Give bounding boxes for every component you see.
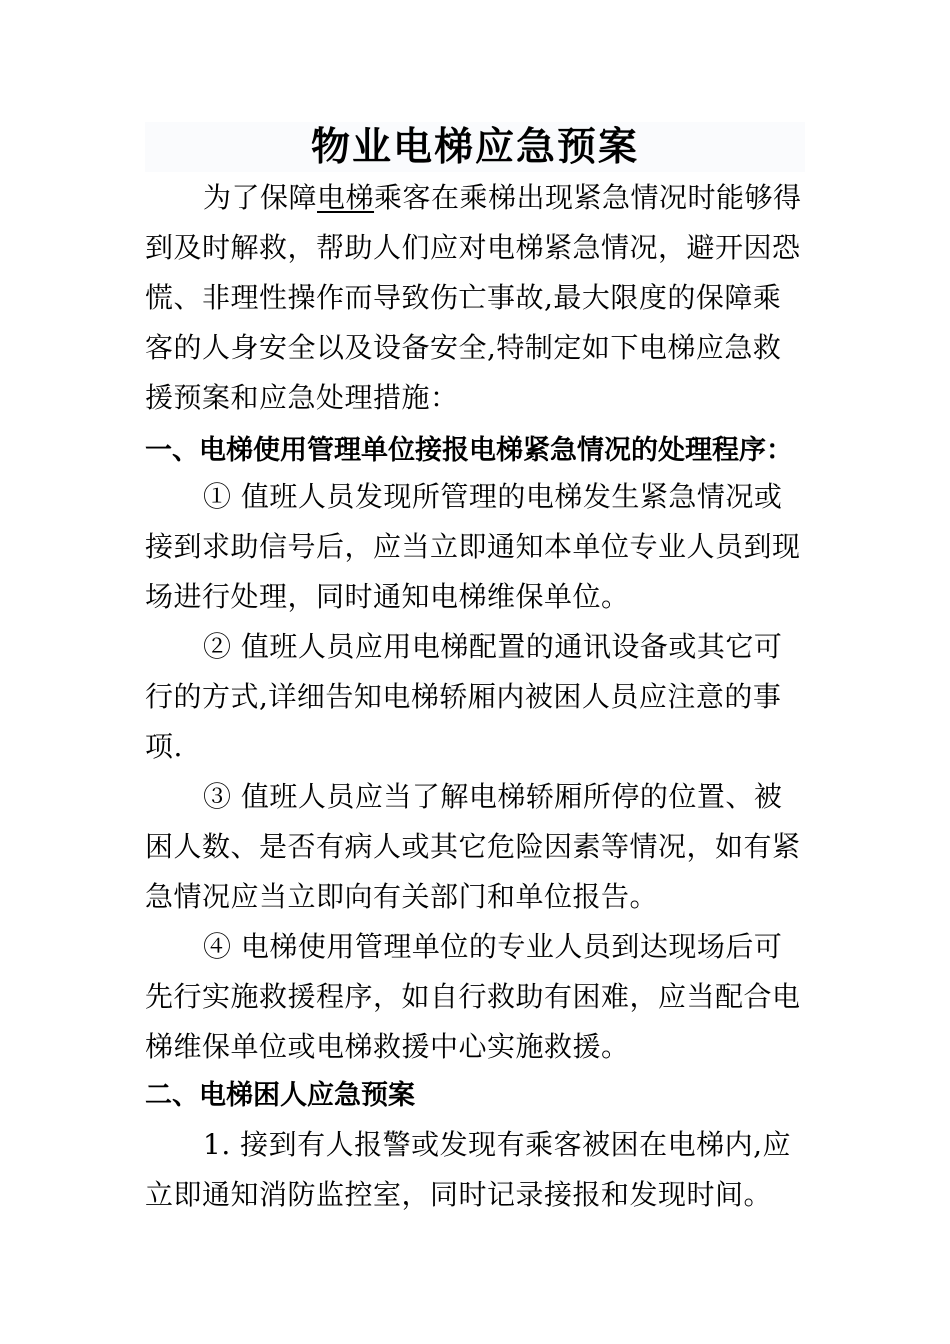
list-item-line: ③ 值班人员应当了解电梯轿厢所停的位置、被	[203, 780, 783, 813]
section-2-heading: 二、电梯困人应急预案	[145, 1080, 415, 1111]
section-2-item-1	[145, 1120, 807, 1220]
intro-line-2: 到及时解救，帮助人们应对电梯紧急情况，避开因恐	[145, 231, 801, 264]
section-1-heading: 一、电梯使用管理单位接报电梯紧急情况的处理程序：	[145, 435, 793, 466]
list-item-line: ④ 电梯使用管理单位的专业人员到达现场后可	[203, 930, 783, 963]
document-title: 物业电梯应急预案	[145, 122, 805, 172]
list-item-line: 接到求助信号后，应当立即通知本单位专业人员到现	[145, 530, 801, 563]
intro-line-3: 慌、非理性操作而导致伤亡事故,最大限度的保障乘	[145, 281, 782, 314]
list-item-line: 先行实施救援程序，如自行救助有困难，应当配合电	[145, 980, 801, 1013]
list-item-line: ② 值班人员应用电梯配置的通讯设备或其它可	[203, 630, 783, 663]
intro-line-4: 客的人身安全以及设备安全,特制定如下电梯应急救	[145, 331, 782, 364]
list-item-line: 1. 接到有人报警或发现有乘客被困在电梯内,应	[203, 1128, 792, 1161]
list-item-line: 场进行处理，同时通知电梯维保单位。	[145, 580, 630, 613]
elevator-link[interactable]: 电梯	[317, 181, 375, 214]
section-1-item-1	[145, 472, 807, 622]
list-item-line: 行的方式,详细告知电梯轿厢内被困人员应注意的事	[145, 680, 782, 713]
intro-line-5: 援预案和应急处理措施：	[145, 381, 459, 414]
list-item-line: 困人数、是否有病人或其它危险因素等情况，如有紧	[145, 830, 801, 863]
intro-paragraph	[145, 173, 807, 423]
list-item-line: 梯维保单位或电梯救援中心实施救援。	[145, 1030, 630, 1063]
section-1-item-4	[145, 922, 807, 1072]
section-1-item-3	[145, 772, 807, 922]
intro-line-1: 为了保障电梯乘客在乘梯出现紧急情况时能够得	[203, 181, 802, 214]
section-1-item-2	[145, 622, 807, 772]
list-item-line: ① 值班人员发现所管理的电梯发生紧急情况或	[203, 480, 783, 513]
list-item-line: 急情况应当立即向有关部门和单位报告。	[145, 880, 659, 913]
list-item-line: 立即通知消防监控室，同时记录接报和发现时间。	[145, 1178, 773, 1211]
list-item-line: 项.	[145, 730, 183, 763]
